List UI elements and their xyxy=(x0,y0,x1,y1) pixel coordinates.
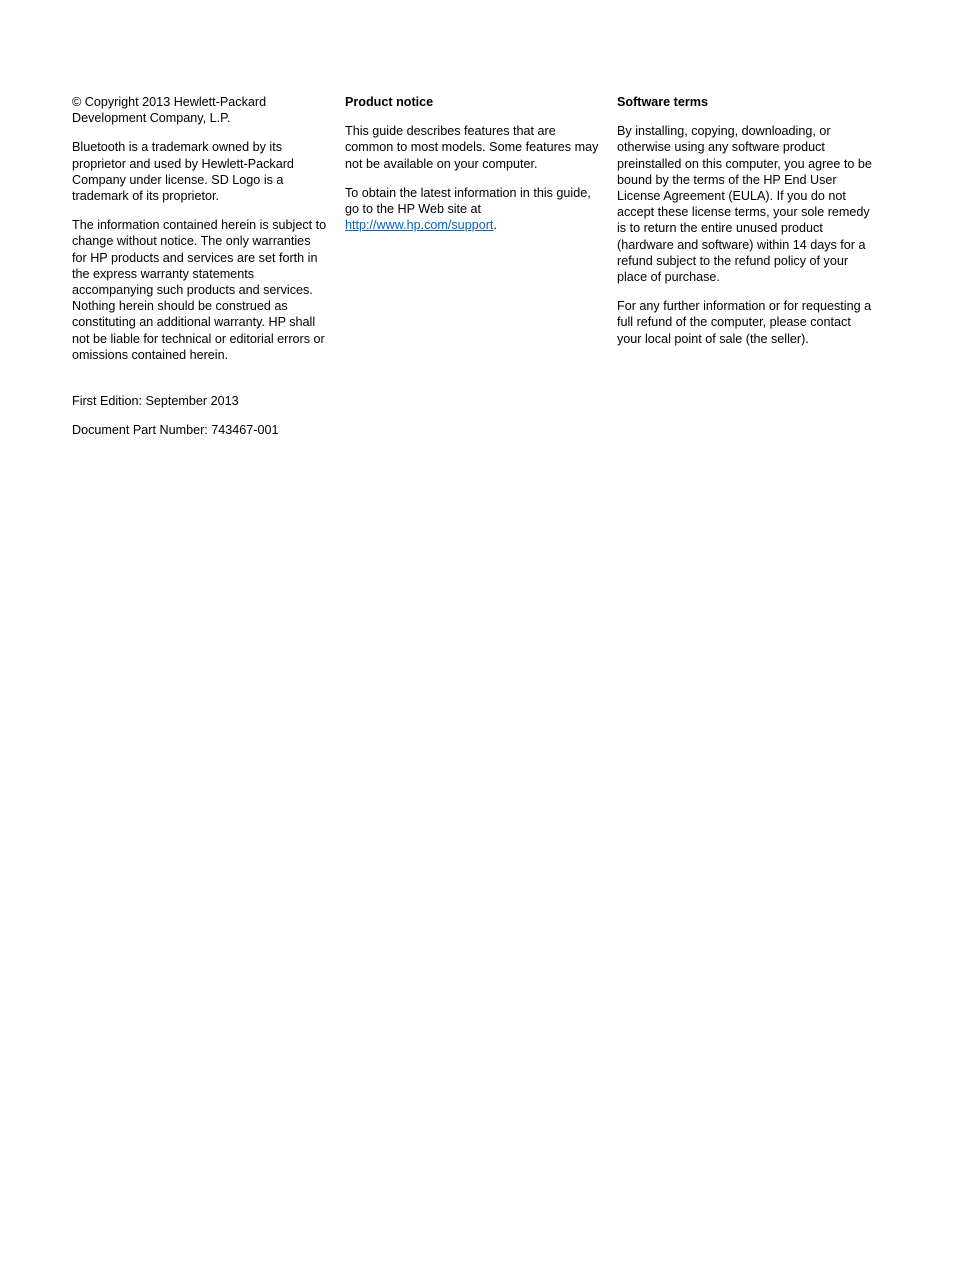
part-number-text: Document Part Number: 743467-001 xyxy=(72,423,279,438)
legal-column xyxy=(72,94,328,451)
copyright-text: © Copyright 2013 Hewlett-Packard Development Company, L.P. xyxy=(72,95,267,126)
product-notice-paragraph: This guide describes features that are common to most models. Some features may not be available on your computer. xyxy=(345,124,599,171)
software-terms-column xyxy=(617,94,873,360)
product-notice-column xyxy=(345,94,601,246)
product-notice-info xyxy=(345,185,601,234)
software-terms-heading: Software terms xyxy=(617,95,708,109)
info-suffix: . xyxy=(493,218,497,233)
spacer xyxy=(72,376,328,393)
product-notice-heading: Product notice xyxy=(345,95,434,109)
hp-support-link[interactable]: http://www.hp.com/support xyxy=(345,218,494,233)
trademark-text: Bluetooth is a trademark owned by its proprietor and used by Hewlett-Packard Company under license. SD Logo is a trademark of its proprietor. xyxy=(72,140,294,204)
info-prefix: To obtain the latest information in this guide, go to the HP Web site at xyxy=(345,185,591,217)
refund-paragraph: For any further information or for requesting a full refund of the computer, please contact your local point of sale (the seller). xyxy=(617,299,872,346)
disclaimer-text: The information contained herein is subject to change without notice. The only warranties for HP products and services are set forth in the express warranty statements accompanying such products and services. Nothing herein should be construed as constituting an additional warranty. HP shall not be liable for technical or editorial errors or omissions contained herein. xyxy=(72,218,327,362)
software-terms-paragraph: By installing, copying, downloading, or otherwise using any software product preinstalled on this computer, you agree to be bound by the terms of the HP End User License Agreement (EULA). If you do not accept these license terms, your sole remedy is to return the entire unused product (hardware and software) within 14 days for a refund subject to the refund policy of your place of purchase. xyxy=(617,124,872,285)
edition-text: First Edition: September 2013 xyxy=(72,394,239,409)
